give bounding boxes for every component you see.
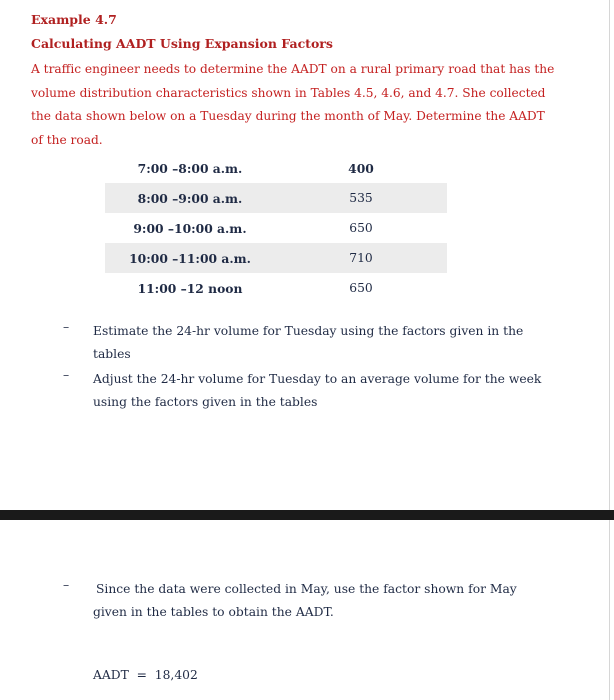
table-row <box>105 273 447 303</box>
time-cell: 10:00 –11:00 a.m. <box>105 243 275 273</box>
time-cell: 9:00 –10:00 a.m. <box>133 220 247 236</box>
bullet-dash: – <box>63 320 70 334</box>
volume-table <box>105 153 447 303</box>
table-row <box>105 243 447 273</box>
bullet-dash: – <box>63 368 70 382</box>
bullet-item: Since the data were collected in May, use the factor shown for May given in the tables to obtain the AADT. <box>93 582 517 619</box>
volume-cell: 400 <box>348 160 374 176</box>
table-row <box>105 153 447 183</box>
bullet-item: Adjust the 24-hr volume for Tuesday to an average volume for the week using the factors given in the tables <box>93 372 542 409</box>
table-row <box>105 213 447 243</box>
solution-panel <box>0 520 610 700</box>
volume-cell: 650 <box>349 281 373 295</box>
bullet-dash: – <box>63 578 70 592</box>
example-title: Example 4.7 <box>31 12 117 27</box>
volume-cell: 710 <box>275 243 447 273</box>
volume-cell: 650 <box>349 221 373 235</box>
time-cell: 11:00 –12 noon <box>137 280 243 296</box>
table-row <box>105 183 447 213</box>
bullet-item: Estimate the 24-hr volume for Tuesday using the factors given in the tables <box>93 324 524 361</box>
section-divider <box>0 510 614 520</box>
aadt-result: AADT = 18,402 <box>93 668 198 682</box>
example-body: A traffic engineer needs to determine the AADT on a rural primary road that has the volume distribution characteristics shown in Tables 4.5, 4.6, and 4.7. She collected the data shown below on a Tuesday during the month of May. Determine the AADT of the road. <box>31 62 555 147</box>
time-cell: 7:00 –8:00 a.m. <box>137 160 243 176</box>
time-cell: 8:00 –9:00 a.m. <box>105 183 275 213</box>
volume-cell: 535 <box>275 183 447 213</box>
example-subtitle: Calculating AADT Using Expansion Factors <box>31 36 333 51</box>
